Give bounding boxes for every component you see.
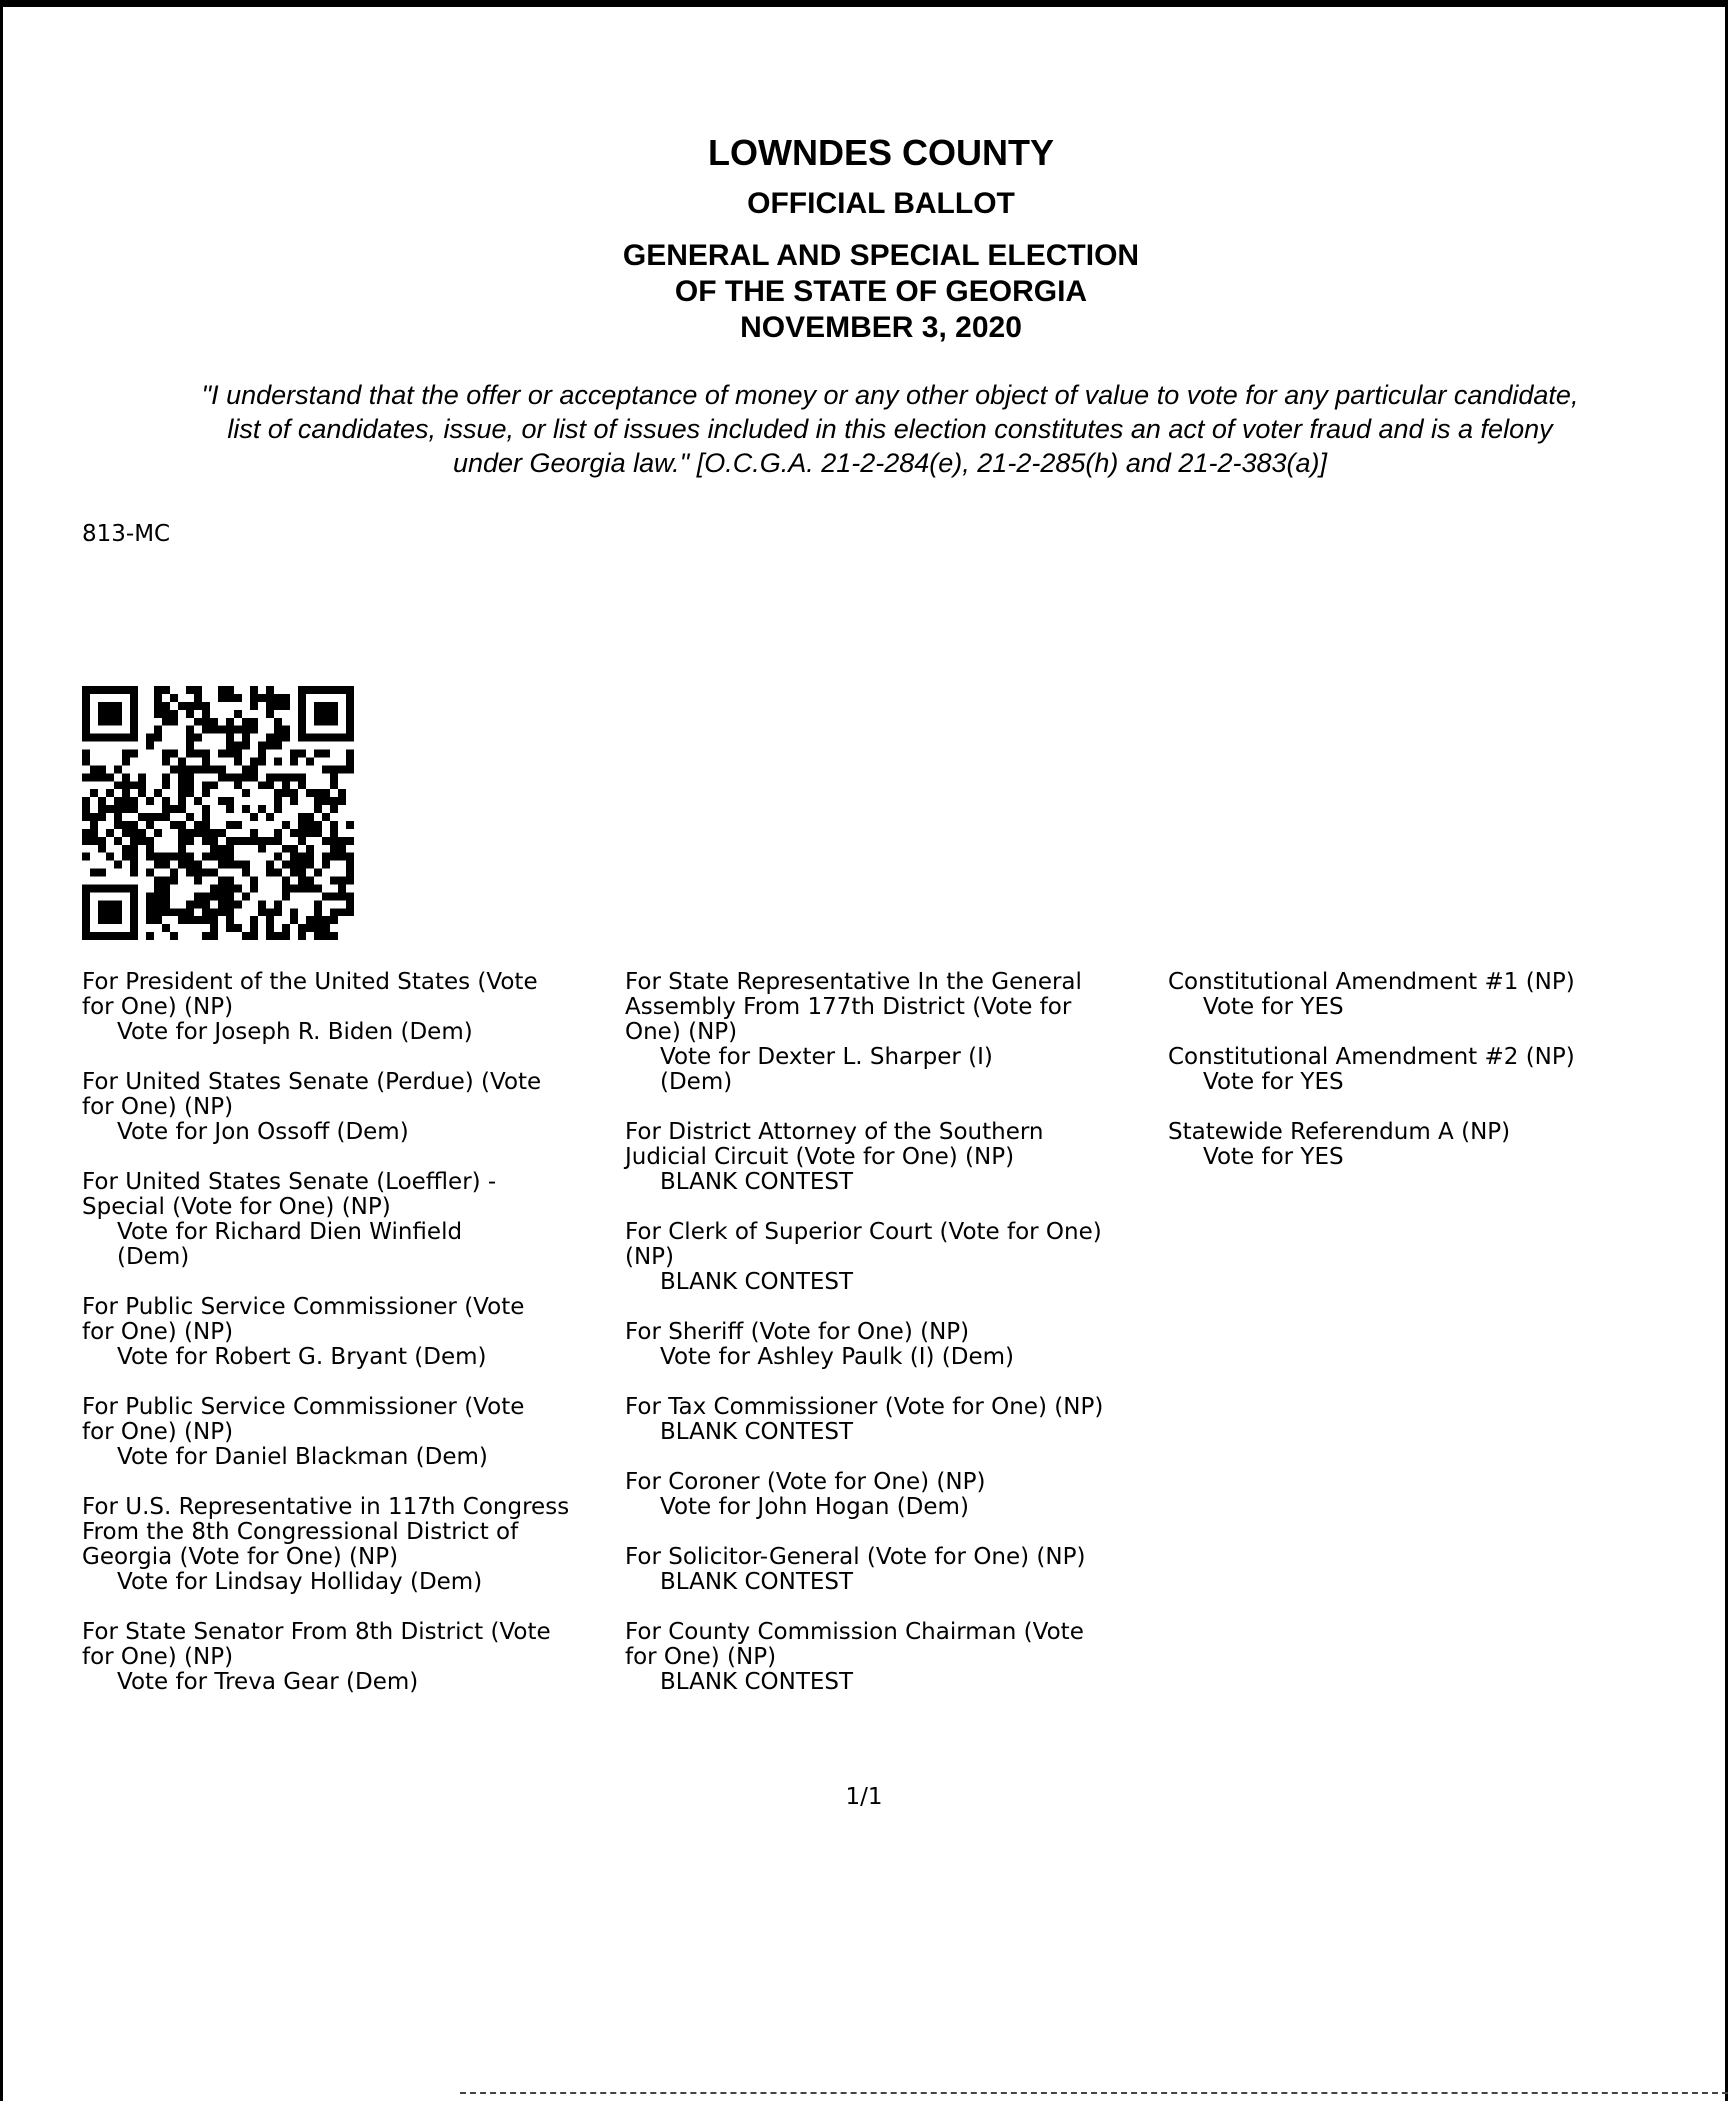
oath-line-2: list of candidates, issue, or list of issues included in this election constitutes an act of voter fraud and is a felony (227, 414, 1553, 444)
contest-selection: Vote for Joseph R. Biden (Dem) (117, 1019, 473, 1045)
contest-selection: Vote for Treva Gear (Dem) (117, 1669, 419, 1695)
contest-title: For Coroner (Vote for One) (NP) (625, 1469, 986, 1495)
contest-item (625, 1120, 1165, 1195)
election-line-2: OF THE STATE OF GEORGIA (674, 275, 1088, 308)
contest-selection: BLANK CONTEST (660, 1669, 854, 1695)
contest-item (82, 1395, 612, 1470)
contest-item (1168, 1045, 1688, 1095)
contest-title: For Clerk of Superior Court (Vote for One) (NP) (625, 1219, 1102, 1270)
county-title: LOWNDES COUNTY (708, 132, 1054, 173)
contest-item (82, 1620, 612, 1695)
contest-title: For County Commission Chairman (Vote for One) (NP) (625, 1619, 1084, 1670)
contest-item (82, 1070, 612, 1145)
contest-selection: Vote for YES (1203, 994, 1344, 1020)
contest-title: For United States Senate (Loeffler) - Special (Vote for One) (NP) (82, 1169, 497, 1220)
ballot-header (0, 130, 1728, 346)
contest-title: For District Attorney of the Southern Judicial Circuit (Vote for One) (NP) (625, 1119, 1044, 1170)
contest-selection: Vote for Daniel Blackman (Dem) (117, 1444, 488, 1470)
election-title (0, 238, 1728, 346)
contest-title: For Solicitor-General (Vote for One) (NP) (625, 1544, 1086, 1570)
contest-title: For Public Service Commissioner (Vote for One) (NP) (82, 1294, 525, 1345)
scan-frame-bottom (460, 2092, 1728, 2096)
contest-selection: Vote for Ashley Paulk (I) (Dem) (660, 1344, 1014, 1370)
contest-selection: Vote for Lindsay Holliday (Dem) (117, 1569, 483, 1595)
contest-column-3 (1168, 970, 1688, 1195)
contest-selection: BLANK CONTEST (660, 1169, 854, 1195)
election-line-1: GENERAL AND SPECIAL ELECTION (622, 239, 1140, 272)
contest-selection: Vote for YES (1203, 1144, 1344, 1170)
contest-title: For U.S. Representative in 117th Congress From the 8th Congressional District of Georgia (Vote for One) (NP) (82, 1494, 570, 1570)
qr-code-icon (82, 686, 354, 940)
contest-selection: Vote for Jon Ossoff (Dem) (117, 1119, 409, 1145)
contest-column-2 (625, 970, 1165, 1720)
contest-selection: Vote for Dexter L. Sharper (I) (Dem) (660, 1044, 993, 1095)
contest-item (625, 970, 1165, 1095)
voter-oath (100, 378, 1680, 480)
election-date: NOVEMBER 3, 2020 (740, 311, 1022, 344)
contest-item (625, 1470, 1165, 1520)
contest-title: For President of the United States (Vote for One) (NP) (82, 969, 538, 1020)
ballot-type-title: OFFICIAL BALLOT (747, 187, 1015, 220)
contest-item (625, 1620, 1165, 1695)
contest-column-1 (82, 970, 612, 1720)
contest-title: For United States Senate (Perdue) (Vote for One) (NP) (82, 1069, 542, 1120)
contest-item (625, 1395, 1165, 1445)
contest-selection: BLANK CONTEST (660, 1269, 854, 1295)
oath-line-3: under Georgia law." [O.C.G.A. 21-2-284(e), 21-2-285(h) and 21-2-383(a)] (452, 448, 1328, 478)
contest-item (82, 1495, 612, 1595)
contest-title: For Sheriff (Vote for One) (NP) (625, 1319, 970, 1345)
contest-title: For State Representative In the General Assembly From 177th District (Vote for One) (NP) (625, 969, 1082, 1045)
contest-selection: BLANK CONTEST (660, 1569, 854, 1595)
contest-selection: Vote for YES (1203, 1069, 1344, 1095)
contest-item (82, 970, 612, 1045)
contest-selection: Vote for Richard Dien Winfield (Dem) (117, 1219, 463, 1270)
scan-frame-top (0, 0, 1728, 7)
page-number: 1/1 (845, 1784, 883, 1810)
contest-item (1168, 1120, 1688, 1170)
contest-selection: Vote for Robert G. Bryant (Dem) (117, 1344, 487, 1370)
contest-title: Constitutional Amendment #1 (NP) (1168, 969, 1575, 995)
contest-title: For Public Service Commissioner (Vote for One) (NP) (82, 1394, 525, 1445)
contest-item (82, 1295, 612, 1370)
contest-item (625, 1545, 1165, 1595)
contest-selection: Vote for John Hogan (Dem) (660, 1494, 969, 1520)
contest-title: Constitutional Amendment #2 (NP) (1168, 1044, 1575, 1070)
contest-item (625, 1320, 1165, 1370)
oath-line-1: "I understand that the offer or acceptance of money or any other object of value to vote for any particular candidate, (201, 380, 1579, 410)
contest-selection: BLANK CONTEST (660, 1419, 854, 1445)
contest-title: For Tax Commissioner (Vote for One) (NP) (625, 1394, 1104, 1420)
contest-item (625, 1220, 1165, 1295)
ballot-style-code: 813-MC (82, 521, 171, 547)
contest-item (82, 1170, 612, 1270)
contest-item (1168, 970, 1688, 1020)
contest-title: Statewide Referendum A (NP) (1168, 1119, 1511, 1145)
contest-title: For State Senator From 8th District (Vote for One) (NP) (82, 1619, 551, 1670)
